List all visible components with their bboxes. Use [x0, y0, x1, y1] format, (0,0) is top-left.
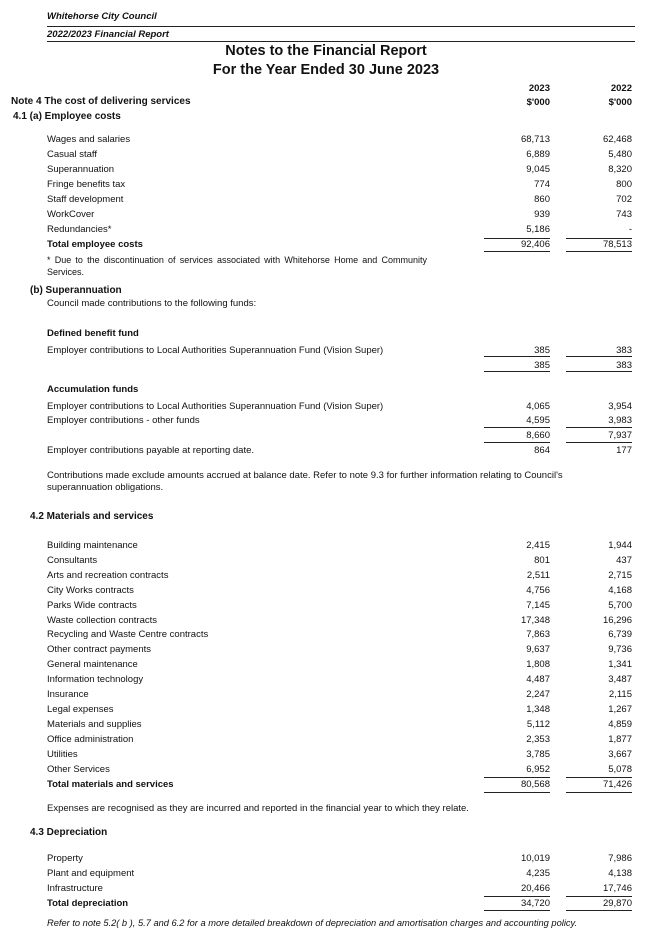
- materials-row-7-label: Recycling and Waste Centre contracts: [47, 629, 209, 641]
- employee-row-5-2022: 702: [616, 194, 632, 205]
- materials-row-14-2023: 2,353: [526, 733, 550, 745]
- acc-row-1-label: Employer contributions to Local Authorities Superannuation Fund (Vision Super): [47, 401, 384, 412]
- acc-row-1-2023: 4,065: [526, 401, 550, 412]
- total-employee-label: Total employee costs: [47, 239, 143, 250]
- materials-row-5-label: Parks Wide contracts: [47, 599, 137, 611]
- acc-row-1-2022: 3,954: [608, 401, 632, 412]
- depreciation-row-3-2022: 17,746: [602, 882, 632, 894]
- contributions-note: Contributions made exclude amounts accrued at balance date. Refer to note 9.3 for further information relating to Council's superannuation obligations.: [47, 470, 563, 493]
- payable-2023: 864: [534, 445, 550, 456]
- report-name: 2022/2023 Financial Report: [47, 29, 169, 40]
- materials-row-9-label: General maintenance: [47, 659, 138, 671]
- acc-row-2-2023: 4,595: [526, 415, 550, 426]
- materials-row-7-2023: 7,863: [526, 629, 550, 641]
- employee-row-5-2023: 860: [534, 194, 550, 205]
- employee-footnote: * Due to the discontinuation of services associated with Whitehorse Home and Community Services.: [47, 255, 427, 277]
- acc-heading: Accumulation funds: [47, 384, 139, 395]
- materials-row-16-label: Other Services: [47, 763, 110, 775]
- superannuation-intro: Council made contributions to the following funds:: [47, 298, 257, 309]
- materials-row-7-2022: 6,739: [608, 629, 632, 641]
- materials-row-14-2022: 1,877: [608, 733, 632, 745]
- depreciation-row-2-2022: 4,138: [608, 867, 632, 879]
- total-depreciation-2022: 29,870: [602, 898, 632, 909]
- dbf-row-2022: 383: [616, 345, 632, 356]
- employee-row-6-2022: 743: [616, 209, 632, 220]
- employee-row-2-2022: 5,480: [608, 149, 632, 160]
- materials-row-4-2023: 4,756: [526, 584, 550, 596]
- header-divider-2: [47, 41, 635, 42]
- materials-row-6-2023: 17,348: [520, 614, 550, 626]
- employee-row-1-2022: 62,468: [602, 134, 632, 145]
- col-year-2023: 2023: [528, 83, 550, 94]
- materials-row-5-2023: 7,145: [526, 599, 550, 611]
- employee-row-3-2023: 9,045: [526, 164, 550, 175]
- note4-heading: Note 4 The cost of delivering services: [11, 96, 191, 107]
- total-employee-2022: 78,513: [602, 239, 632, 250]
- employee-row-7-2022: -: [628, 224, 632, 235]
- materials-row-11-2022: 2,115: [608, 689, 632, 700]
- employee-row-3-2022: 8,320: [608, 164, 632, 175]
- depreciation-note: Refer to note 5.2( b ), 5.7 and 6.2 for a more detailed breakdown of depreciation and amortisation charges and accounting policy.: [47, 918, 578, 928]
- acc-row-2-label: Employer contributions - other funds: [47, 415, 200, 426]
- materials-row-6-2022: 16,296: [602, 614, 632, 626]
- depreciation-row-3-2023: 20,466: [520, 882, 550, 894]
- materials-row-8-label: Other contract payments: [47, 644, 152, 656]
- depreciation-row-1-2023: 10,019: [520, 853, 550, 864]
- materials-row-15-2022: 3,667: [608, 748, 632, 760]
- employee-row-2-2023: 6,889: [526, 149, 550, 160]
- dbf-row-2023: 385: [534, 345, 550, 356]
- materials-row-4-label: City Works contracts: [47, 584, 134, 596]
- materials-heading: 4.2 Materials and services: [30, 511, 154, 522]
- col-year-2022: 2022: [610, 83, 632, 94]
- materials-row-3-2023: 2,511: [526, 569, 550, 581]
- employee-row-3-label: Superannuation: [47, 164, 115, 175]
- depreciation-row-2-label: Plant and equipment: [47, 867, 135, 879]
- employee-row-6-label: WorkCover: [47, 209, 95, 220]
- total-materials-2023: 80,568: [520, 779, 550, 790]
- materials-row-10-2023: 4,487: [526, 674, 550, 686]
- page-subtitle: For the Year Ended 30 June 2023: [212, 62, 440, 78]
- depreciation-row-2-2023: 4,235: [526, 867, 550, 879]
- employee-row-4-2023: 774: [534, 179, 550, 190]
- materials-row-13-2023: 5,112: [526, 718, 550, 730]
- total-depreciation-label: Total depreciation: [47, 898, 129, 909]
- dbf-row-label: Employer contributions to Local Authorities Superannuation Fund (Vision Super): [47, 345, 384, 356]
- materials-row-11-label: Insurance: [47, 689, 89, 700]
- depreciation-row-1-label: Property: [47, 853, 83, 864]
- col-unit-2022: $'000: [608, 97, 632, 108]
- materials-row-2-2023: 801: [534, 554, 550, 566]
- materials-row-15-label: Utilities: [47, 748, 78, 760]
- materials-row-6-label: Waste collection contracts: [47, 614, 157, 626]
- dbf-total-2022: 383: [616, 360, 632, 371]
- superannuation-heading: (b) Superannuation: [30, 285, 122, 296]
- materials-row-12-label: Legal expenses: [47, 703, 114, 715]
- materials-row-8-2023: 9,637: [526, 644, 550, 656]
- materials-row-12-2023: 1,348: [526, 703, 550, 715]
- employee-row-4-2022: 800: [616, 179, 632, 190]
- total-employee-2023: 92,406: [520, 239, 550, 250]
- materials-row-3-2022: 2,715: [608, 569, 632, 581]
- col-unit-2023: $'000: [526, 97, 550, 108]
- payable-label: Employer contributions payable at reporting date.: [47, 445, 255, 456]
- materials-row-1-2022: 1,944: [608, 540, 632, 551]
- acc-row-2-2022: 3,983: [608, 415, 632, 426]
- org-name: Whitehorse City Council: [47, 11, 157, 22]
- payable-2022: 177: [616, 445, 632, 456]
- materials-row-13-label: Materials and supplies: [47, 718, 142, 730]
- employee-row-5-label: Staff development: [47, 194, 124, 205]
- header-divider: [47, 26, 635, 27]
- total-materials-2022: 71,426: [602, 779, 632, 790]
- dbf-heading: Defined benefit fund: [47, 328, 139, 339]
- materials-row-3-label: Arts and recreation contracts: [47, 569, 169, 581]
- employee-row-7-label: Redundancies*: [47, 224, 112, 235]
- employee-row-7-2023: 5,186: [526, 224, 550, 235]
- page-title: Notes to the Financial Report: [225, 43, 427, 59]
- acc-total-2023: 8,660: [526, 430, 550, 441]
- employee-row-1-label: Wages and salaries: [47, 134, 131, 145]
- materials-row-10-label: Information technology: [47, 674, 144, 686]
- note41a-heading: 4.1 (a) Employee costs: [13, 111, 121, 122]
- materials-row-1-2023: 2,415: [526, 540, 550, 551]
- materials-row-16-2022: 5,078: [608, 763, 632, 775]
- materials-row-12-2022: 1,267: [608, 703, 632, 715]
- materials-row-9-2023: 1,808: [526, 659, 550, 671]
- depreciation-row-3-label: Infrastructure: [47, 882, 103, 894]
- acc-total-2022: 7,937: [608, 430, 632, 441]
- materials-row-13-2022: 4,859: [608, 718, 632, 730]
- employee-row-1-2023: 68,713: [520, 134, 550, 145]
- depreciation-heading: 4.3 Depreciation: [30, 827, 108, 838]
- materials-row-15-2023: 3,785: [526, 748, 550, 760]
- depreciation-row-1-2022: 7,986: [608, 853, 632, 864]
- materials-note: Expenses are recognised as they are incurred and reported in the financial year to which they relate.: [47, 803, 469, 814]
- total-materials-label: Total materials and services: [47, 779, 174, 790]
- materials-row-4-2022: 4,168: [608, 584, 632, 596]
- materials-row-2-label: Consultants: [47, 554, 98, 566]
- total-depreciation-2023: 34,720: [520, 898, 550, 909]
- employee-row-4-label: Fringe benefits tax: [47, 179, 126, 190]
- materials-row-2-2022: 437: [616, 554, 632, 566]
- dbf-total-2023: 385: [534, 360, 550, 371]
- materials-row-14-label: Office administration: [47, 733, 134, 745]
- materials-row-16-2023: 6,952: [526, 763, 550, 775]
- employee-row-6-2023: 939: [534, 209, 550, 220]
- materials-row-8-2022: 9,736: [608, 644, 632, 656]
- materials-row-10-2022: 3,487: [608, 674, 632, 686]
- materials-row-5-2022: 5,700: [608, 599, 632, 611]
- materials-row-1-label: Building maintenance: [47, 540, 138, 551]
- materials-row-11-2023: 2,247: [526, 689, 550, 700]
- employee-row-2-label: Casual staff: [47, 149, 97, 160]
- materials-row-9-2022: 1,341: [608, 659, 632, 671]
